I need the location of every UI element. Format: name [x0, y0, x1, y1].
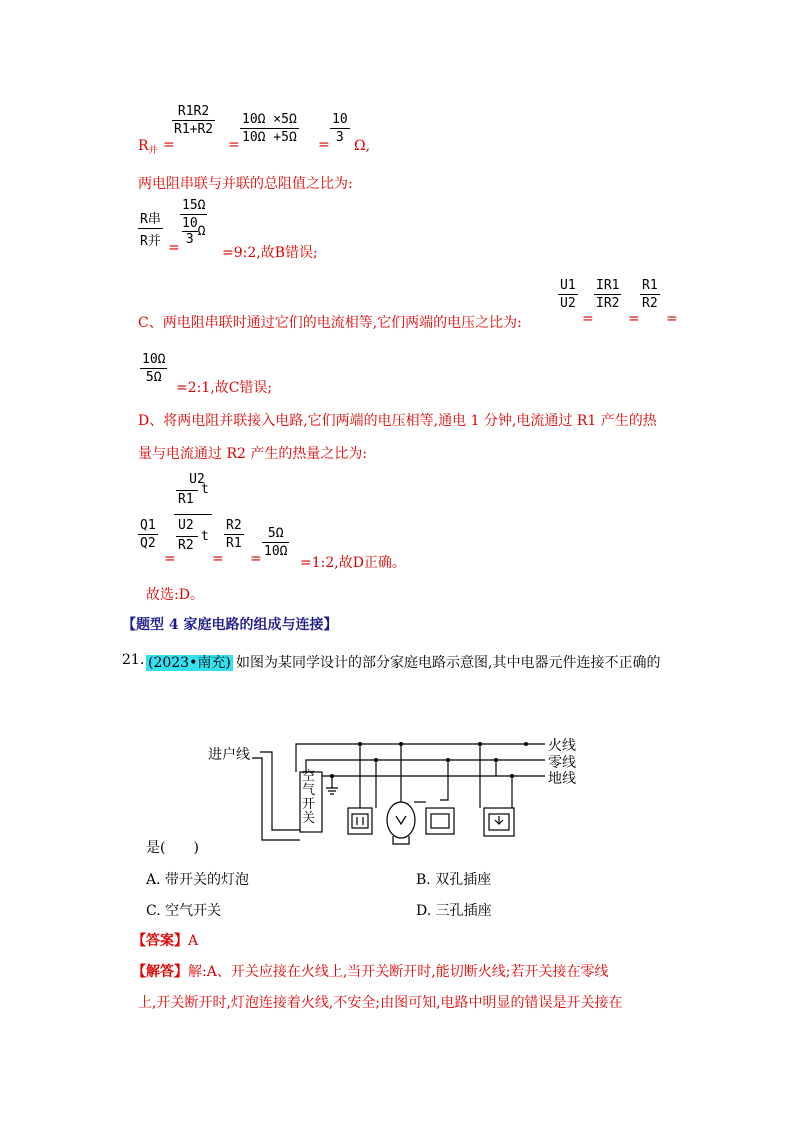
- fraction-numerator: 10: [332, 112, 348, 127]
- fraction-denominator: R2: [642, 296, 658, 311]
- fraction-denominator: 10Ω: [264, 544, 288, 559]
- fraction-numerator: 10Ω: [142, 352, 166, 367]
- fraction-q1-q2: [138, 518, 158, 551]
- fraction-denominator: R1+R2: [174, 122, 214, 137]
- option-b[interactable]: B. 双孔插座: [416, 872, 492, 888]
- option-d[interactable]: D. 三孔插座: [416, 903, 492, 919]
- fraction-denominator: 3: [335, 130, 344, 145]
- fraction-numerator: 10Ω ×5Ω: [242, 112, 297, 127]
- fraction-denominator: IR2: [596, 296, 620, 311]
- live-wire-label: 火线: [548, 738, 576, 754]
- fraction-denominator: Q2: [140, 536, 156, 551]
- heat-top-r1: R1: [178, 492, 194, 507]
- fraction-denominator: 5Ω: [145, 370, 162, 385]
- fraction-r1r2: [172, 104, 215, 137]
- option-d-text-2: 量与电流通过 R2 产生的热量之比为:: [138, 446, 368, 462]
- equals-sign: =: [250, 551, 262, 567]
- fraction-numerator: 5Ω: [267, 526, 284, 541]
- fraction-numerator: R2: [226, 518, 242, 533]
- fraction-numerator: R1: [642, 278, 658, 293]
- air-switch-label: 空 气 开 关: [302, 769, 316, 826]
- equals-sign: =: [164, 551, 176, 567]
- option-d-text-1: D、将两电阻并联接入电路,它们两端的电压相等,通电 1 分钟,电流通过 R1 产生的热: [138, 413, 657, 429]
- fraction-denominator: R1: [226, 536, 242, 551]
- equals-sign: =: [318, 137, 330, 153]
- fraction-ten-thirds: [330, 112, 350, 145]
- analysis-line-2: 上,开关断开时,灯泡连接着火线,不安全;由图可知,电路中明显的错误是开关接在: [138, 995, 623, 1011]
- neutral-wire-label: 零线: [548, 755, 576, 771]
- fraction-numerator: IR1: [596, 278, 620, 293]
- unit-ohm: Ω,: [354, 138, 371, 154]
- ratio-intro: 两电阻串联与并联的总阻值之比为:: [138, 176, 353, 192]
- question-stem: 如图为某同学设计的部分家庭电路示意图,其中电器元件连接不正确的: [236, 655, 661, 671]
- fraction-r1-r2: [640, 278, 660, 311]
- ratio-result-d: =1:2,故D正确。: [300, 555, 406, 571]
- fraction-bar: [176, 490, 198, 491]
- option-c-text: C、两电阻串联时通过它们的电流相等,它们两端的电压之比为:: [138, 315, 522, 331]
- equals-sign: =: [666, 311, 678, 327]
- fraction-10-5: [140, 352, 167, 385]
- ratio-result-c: =2:1,故C错误;: [176, 380, 273, 396]
- heat-top-u2: U2: [189, 472, 205, 487]
- equals-sign: =: [163, 137, 175, 153]
- fraction-15-over: [180, 198, 207, 247]
- r-parallel-label: $R_并$: [138, 138, 158, 156]
- equals-sign: =: [628, 311, 640, 327]
- conclusion-text: 故选:D。: [146, 587, 204, 603]
- incoming-line-label: 进户线: [208, 747, 250, 763]
- fraction-ir1-ir2: [594, 278, 621, 311]
- fraction-u1-u2: [558, 278, 578, 311]
- heat-top-t: t: [201, 482, 209, 497]
- fraction-r2-r1: [224, 518, 244, 551]
- question-number: 21.: [122, 652, 145, 668]
- equals-sign: =: [582, 311, 594, 327]
- fraction-numerator: R串: [140, 212, 161, 227]
- fraction-denominator: U2: [560, 296, 576, 311]
- heat-bottom-t: t: [201, 529, 209, 544]
- fraction-numerator: Q1: [140, 518, 156, 533]
- fraction-5-10: [262, 526, 289, 559]
- fraction-rs-rp: [138, 208, 163, 249]
- main-fraction-bar: [174, 514, 212, 515]
- fraction-numerator: R1R2: [177, 104, 210, 119]
- question-stem-end: 是( ): [146, 840, 199, 856]
- fraction-bar: [176, 536, 198, 537]
- equals-sign: =: [168, 240, 180, 256]
- option-c[interactable]: C. 空气开关: [146, 903, 222, 919]
- fraction-numerator: 15Ω: [182, 198, 206, 213]
- fraction-values: [240, 112, 299, 145]
- ground-wire-label: 地线: [548, 771, 576, 787]
- fraction-numerator: U1: [560, 278, 576, 293]
- equals-sign: =: [228, 137, 240, 153]
- fraction-denominator: R并: [140, 234, 161, 249]
- question-source-tag: (2023•南充): [148, 655, 231, 671]
- fraction-denominator: 10Ω +5Ω: [242, 130, 297, 145]
- ratio-result-b: =9:2,故B错误;: [222, 245, 318, 261]
- option-a[interactable]: A. 带开关的灯泡: [146, 872, 250, 888]
- heat-bottom-r2: R2: [178, 538, 194, 553]
- section-title: 【题型 4 家庭电路的组成与连接】: [122, 617, 338, 633]
- answer-line: 【答案】A: [132, 933, 199, 949]
- equals-sign: =: [212, 551, 224, 567]
- fraction-denominator: $\frac{10}{3}$ Ω: [182, 216, 206, 247]
- analysis-line-1: 【解答】解:A、开关应接在火线上,当开关断开时,能切断火线;若开关接在零线: [132, 964, 609, 980]
- heat-bottom-u2: U2: [178, 518, 194, 533]
